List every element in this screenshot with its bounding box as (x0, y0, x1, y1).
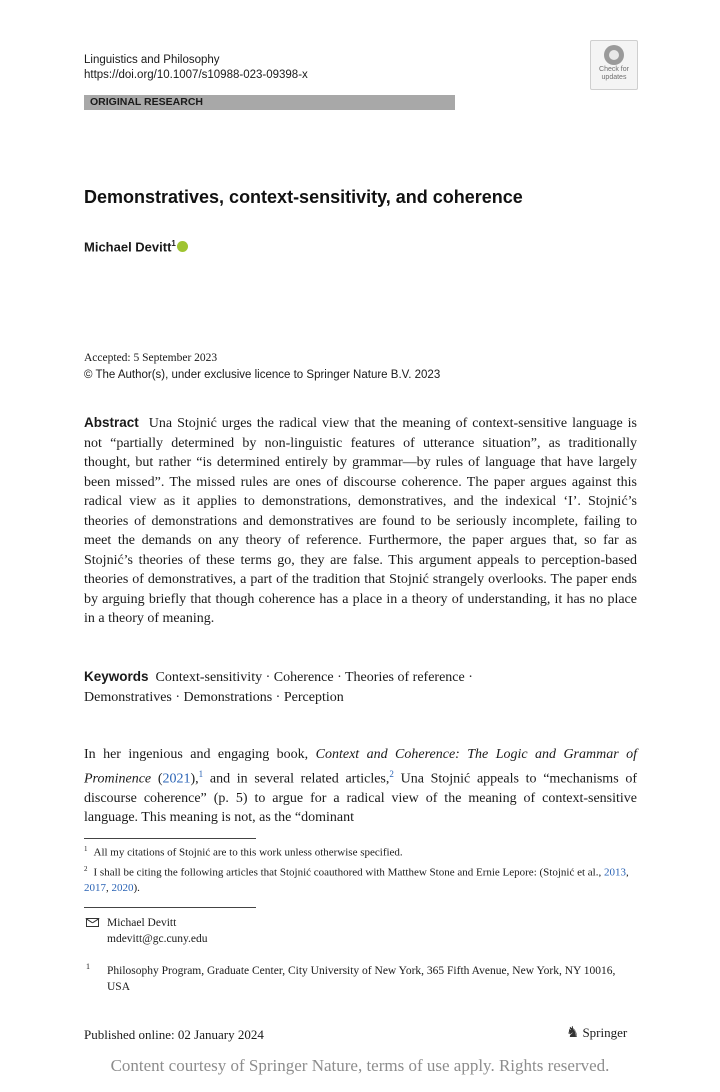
springer-horse-icon: ♞ (566, 1025, 580, 1041)
footnote-ref-1[interactable]: 1 (198, 768, 204, 779)
accepted-date: Accepted: 5 September 2023 (84, 352, 218, 364)
publisher-name: Springer (582, 1025, 628, 1040)
footnote-2 (84, 862, 639, 896)
badge-text-line1: Check for (599, 66, 629, 73)
citation-link-2017[interactable]: 2017 (84, 881, 106, 894)
mail-icon (86, 918, 99, 927)
footnote-2-end: ). (133, 881, 140, 894)
contact-email[interactable]: mdevitt@gc.cuny.edu (107, 933, 208, 945)
abstract-text: Una Stojnić urges the radical view that the meaning of context-sensitive language is not “partially determined by non-linguistic features of utterance situation”, as traditionally thought, but rather “is determined entirely by grammar—by rules of language that have largely been missed”. The missed rules are ones of discourse coherence. The paper argues against this radical view as it applies to demonstrations, demonstratives, and the indexical ‘I’. Stojnić’s theories of demonstrations and demonstratives are found to be seriously incomplete, failing to meet the demands on any theory of reference. Furthermore, the paper argues that, so far as Stojnić’s theories of these terms go, they are false. This argument appeals to perception-based theories of demonstratives, a part of the tradition that Stojnić strangely overlooks. The paper ends by arguing briefly that though coherence has a place in a theory of understanding, it has no place in a theory of meaning. (84, 416, 637, 626)
contact-name: Michael Devitt (107, 917, 177, 929)
footnote-number-1: 1 (84, 845, 88, 853)
book-title: Context and Coherence: The Logic and Grammar of Prominence (84, 747, 637, 787)
affiliation-number: 1 (86, 962, 90, 971)
footnote-2-sep-1: , (625, 866, 629, 879)
footnote-divider (84, 838, 256, 839)
keywords (84, 667, 637, 708)
contact-divider (84, 907, 256, 908)
body-text-1: In her ingenious and engaging book, (84, 747, 316, 762)
copyright-notice: © The Author(s), under exclusive licence to Springer Nature B.V. 2023 (84, 369, 441, 381)
published-date: Published online: 02 January 2024 (84, 1027, 264, 1042)
footnote-number-2: 2 (84, 865, 88, 873)
abstract-label: Abstract (84, 415, 139, 430)
orcid-icon[interactable] (177, 241, 188, 252)
section-label: ORIGINAL RESEARCH (90, 96, 203, 108)
keywords-label: Keywords (84, 669, 149, 684)
courtesy-notice: Content courtesy of Springer Nature, terms of use apply. Rights reserved. (110, 1056, 610, 1075)
keywords-line-1: Context-sensitivity · Coherence · Theories of reference · (155, 670, 473, 685)
journal-name: Linguistics and Philosophy (84, 54, 220, 66)
body-text-4: and in several related articles, (203, 771, 390, 787)
citation-link-2013[interactable]: 2013 (603, 866, 626, 879)
body-text-3: ), (190, 771, 199, 787)
author-line (84, 236, 188, 255)
citation-link-2021[interactable]: 2021 (162, 771, 191, 787)
doi-link[interactable]: https://doi.org/10.1007/s10988-023-09398-x (84, 69, 308, 81)
footnote-1 (84, 842, 639, 861)
affiliation: Philosophy Program, Graduate Center, City University of New York, 365 Fifth Avenue, New York, NY 10016, USA (107, 965, 616, 993)
footnote-1-text: All my citations of Stojnić are to this work unless otherwise specified. (93, 846, 403, 859)
update-icon (604, 45, 624, 65)
body-text-2: ( (151, 771, 163, 787)
footnote-2-sep-2: , (106, 881, 112, 894)
keywords-line-2: Demonstratives · Demonstrations · Perception (84, 690, 344, 705)
check-for-updates-badge[interactable] (590, 40, 638, 90)
citation-link-2020[interactable]: 2020 (111, 881, 134, 894)
footnote-2-text: I shall be citing the following articles that Stojnić coauthored with Matthew Stone and Ernie Lepore: (Stojnić et al., (93, 866, 604, 879)
body-text-5: Una Stojnić appeals to “mechanisms of discourse coherence” (p. 5) to argue for a radical view of the meaning of context-sensitive language. This meaning is not, as the “dominant (84, 771, 638, 826)
author-name[interactable]: Michael Devitt (84, 239, 172, 255)
author-affiliation-mark: 1 (171, 239, 176, 248)
abstract (84, 413, 637, 629)
article-title: Demonstratives, context-sensitivity, and coherence (84, 187, 523, 207)
badge-text-line2: updates (601, 74, 627, 81)
footnote-ref-2[interactable]: 2 (389, 768, 394, 779)
body-paragraph (84, 745, 637, 828)
publisher-logo (566, 1025, 627, 1041)
